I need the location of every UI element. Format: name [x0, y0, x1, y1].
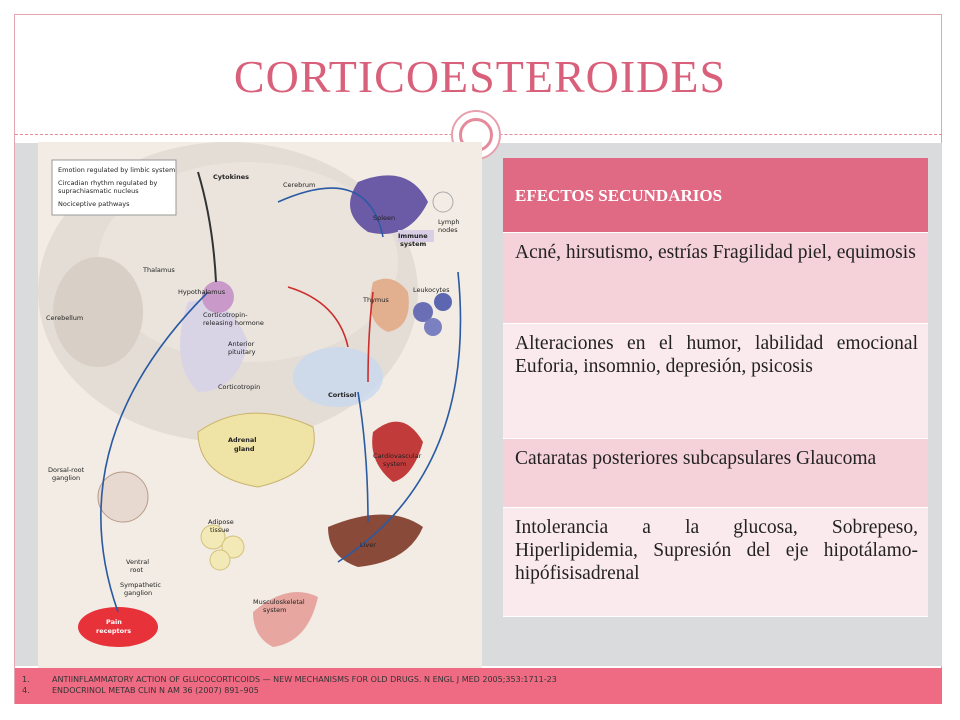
hypothalamus-shape	[202, 281, 234, 313]
label-receptors: receptors	[96, 627, 132, 635]
spleen-shape	[350, 175, 428, 234]
label-musculoskeletal: Musculoskeletal	[253, 598, 305, 606]
label-root: root	[130, 566, 144, 574]
reference-text: ENDOCRINOL METAB CLIN N AM 36 (2007) 891–905	[52, 686, 259, 695]
reference-number: 4.	[22, 686, 30, 695]
reference-number: 1.	[22, 675, 30, 684]
adipose-cell-icon	[210, 550, 230, 570]
table-cell: Cataratas posteriores subcapsulares Glaucoma	[503, 439, 928, 508]
box-line: Nociceptive pathways	[58, 200, 130, 208]
label-sympathetic-ganglion: ganglion	[124, 589, 153, 597]
label-dorsal-root: Dorsal-root	[48, 466, 85, 474]
label-immune: Immune	[398, 232, 428, 240]
box-line: suprachiasmatic nucleus	[58, 187, 139, 195]
label-adipose: Adipose	[208, 518, 234, 526]
table-header-row	[503, 158, 928, 233]
table-row	[503, 233, 928, 324]
label-cortisol: Cortisol	[328, 391, 357, 399]
label-leukocytes: Leukocytes	[413, 286, 450, 294]
side-effects-table	[503, 158, 928, 617]
table-row	[503, 508, 928, 617]
slide-title: CORTICOESTEROIDES	[233, 51, 727, 102]
label-spleen: Spleen	[373, 214, 396, 222]
label-pituitary: pituitary	[228, 348, 256, 356]
label-system: system	[400, 240, 427, 248]
label-cytokines: Cytokines	[213, 173, 250, 181]
label-crh-1: Corticotropin-	[203, 311, 248, 319]
leukocyte-icon	[434, 293, 452, 311]
label-cerebrum: Cerebrum	[283, 181, 316, 189]
references	[22, 674, 557, 696]
spinal-cord-icon	[98, 472, 148, 522]
label-thymus: Thymus	[363, 296, 389, 304]
label-nodes: nodes	[438, 226, 458, 234]
cortisol-physiology-figure	[38, 142, 482, 670]
box-line: Circadian rhythm regulated by	[58, 179, 158, 187]
reference-text: ANTIINFLAMMATORY ACTION OF GLUCOCORTICOIDS — NEW MECHANISMS FOR OLD DRUGS. N ENGL J MED 2005;353:1711-23	[52, 675, 557, 684]
arrow-blue	[358, 392, 368, 522]
label-sympathetic: Sympathetic	[120, 581, 162, 589]
cerebellum-shape	[53, 257, 143, 367]
label-hypothalamus: Hypothalamus	[178, 288, 226, 296]
label-cerebellum: Cerebellum	[46, 314, 84, 322]
table-cell: Acné, hirsutismo, estrías Fragilidad piel, equimosis	[503, 233, 928, 324]
label-corticotropin: Corticotropin	[218, 383, 261, 391]
table-row	[503, 324, 928, 439]
lymph-node-icon	[433, 192, 453, 212]
label-musculoskeletal-system: system	[263, 606, 287, 614]
label-liver: Liver	[360, 541, 376, 549]
label-gland: gland	[234, 445, 255, 453]
reference-item	[22, 685, 557, 696]
label-cardiovascular: Cardiovascular	[373, 452, 422, 460]
reference-item	[22, 674, 557, 685]
figure-svg	[38, 142, 482, 670]
table-cell: Intolerancia a la glucosa, Sobrepeso, Hiperlipidemia, Supresión del eje hipotálamo-hipófisisadrenal	[503, 508, 928, 617]
label-crh-2: releasing hormone	[203, 319, 264, 327]
label-ventral: Ventral	[126, 558, 150, 566]
label-pain: Pain	[106, 618, 122, 626]
table-header: EFECTOS SECUNDARIOS	[503, 158, 928, 233]
table-cell: Alteraciones en el humor, labilidad emocional Euforia, insomnio, depresión, psicosis	[503, 324, 928, 439]
label-cardiovascular-system: system	[383, 460, 407, 468]
table-row	[503, 439, 928, 508]
adrenal-gland-shape	[198, 413, 314, 487]
leukocyte-icon	[424, 318, 442, 336]
box-line: Emotion regulated by limbic system	[58, 166, 176, 174]
label-lymph: Lymph	[438, 218, 460, 226]
label-thalamus: Thalamus	[143, 266, 175, 274]
label-adrenal: Adrenal	[228, 436, 257, 444]
label-tissue: tissue	[210, 526, 230, 534]
label-anterior: Anterior	[228, 340, 255, 348]
label-ganglion: ganglion	[52, 474, 81, 482]
